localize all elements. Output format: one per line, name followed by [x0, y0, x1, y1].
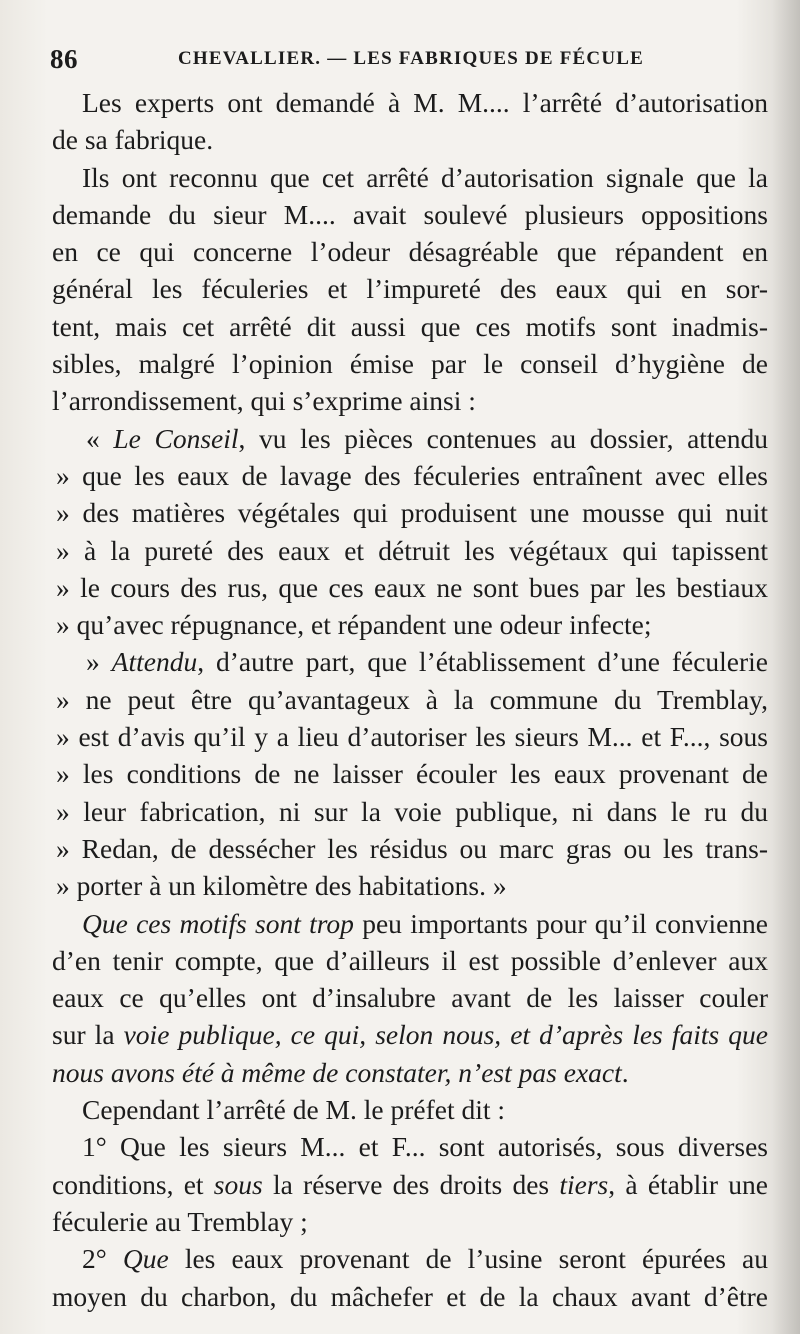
text-line [52, 345, 768, 382]
text-run: 2° [82, 1243, 123, 1275]
text-line [52, 121, 768, 158]
text-line [52, 308, 768, 345]
text-line [52, 457, 768, 494]
text-run: » [86, 646, 112, 678]
text-run: , d’autre part, que l’établissement d’une féculerie [197, 646, 768, 678]
text-run: de sa fabrique. [52, 124, 214, 156]
text-line [52, 1240, 768, 1277]
text-line [52, 1278, 768, 1315]
text-line [52, 420, 768, 457]
italic-run: sous [213, 1168, 263, 1200]
text-line [52, 681, 768, 718]
text-run: » est d’avis qu’il y a lieu d’autoriser les sieurs M... et F..., sous [56, 721, 768, 753]
text-run: » les conditions de ne laisser écouler les eaux provenant de [56, 758, 768, 790]
text-line [52, 569, 768, 606]
text-run: sibles, malgré l’opinion émise par le conseil d’hygiène de [52, 348, 768, 380]
page-number: 86 [50, 44, 78, 74]
text-run: » Redan, de dessécher les résidus ou marc gras ou les trans- [56, 832, 768, 864]
text-run: » porter à un kilomètre des habitations. » [56, 870, 507, 902]
text-line [52, 867, 768, 904]
text-line [52, 1128, 768, 1165]
italic-run: nous avons été à même de constater, n’est pas exact [52, 1056, 622, 1088]
text-run: l’arrondissement, qui s’exprime ainsi : [52, 385, 476, 417]
text-run: sur la [52, 1019, 124, 1051]
text-line [52, 196, 768, 233]
italic-run: Le Conseil [113, 422, 239, 454]
text-line [52, 1166, 768, 1203]
text-run: 1° Que les sieurs M... et F... sont autorisés, sous diverses [82, 1131, 768, 1163]
text-line [52, 1091, 768, 1128]
text-run: les eaux provenant de l’usine seront épurées au [168, 1243, 768, 1275]
text-run: eaux ce qu’elles ont d’insalubre avant de les laisser couler [52, 982, 768, 1014]
text-line [52, 718, 768, 755]
text-run: la réserve des droits des [262, 1168, 560, 1200]
text-run: peu importants pour qu’il convienne [353, 907, 768, 939]
text-run: Cependant l’arrêté de M. le préfet dit : [82, 1094, 506, 1126]
text-run: » le cours des rus, que ces eaux ne sont bues par les bestiaux [56, 571, 768, 603]
text-run: , vu les pièces contenues au dossier, attendu [238, 422, 768, 454]
text-line [52, 905, 768, 942]
text-line [52, 979, 768, 1016]
text-line [52, 793, 768, 830]
text-run: général les féculeries et l’impureté des eaux qui en sor- [52, 273, 768, 305]
text-line [52, 494, 768, 531]
italic-run: Attendu [111, 646, 198, 678]
text-run: , à établir une [608, 1168, 768, 1200]
text-line [52, 606, 768, 643]
text-run: » à la pureté des eaux et détruit les végétaux qui tapissent [56, 534, 768, 566]
text-run: » que les eaux de lavage des féculeries entraînent avec elles [56, 459, 768, 491]
text-line [52, 233, 768, 270]
running-title: CHEVALLIER. — LES FABRIQUES DE FÉCULE [178, 48, 645, 69]
text-run: d’en tenir compte, que d’ailleurs il est possible d’enlever aux [52, 944, 768, 976]
text-line [52, 382, 768, 419]
text-run: » des matières végétales qui produisent une mousse qui nuit [56, 497, 768, 529]
text-run: » ne peut être qu’avantageux à la commune du Tremblay, [56, 683, 768, 715]
text-run: « [86, 422, 114, 454]
text-line [52, 830, 768, 867]
text-run: demande du sieur M.... avait soulevé plusieurs oppositions [52, 198, 768, 230]
italic-run: tiers [559, 1168, 609, 1200]
text-run: » leur fabrication, ni sur la voie publique, ni dans le ru du [56, 795, 768, 827]
text-line [52, 1054, 768, 1091]
text-run: Ils ont reconnu que cet arrêté d’autorisation signale que la [82, 161, 768, 193]
text-run: en ce qui concerne l’odeur désagréable que répandent en [52, 236, 768, 268]
text-line [52, 1016, 768, 1053]
text-run: tent, mais cet arrêté dit aussi que ces motifs sont inadmis- [52, 310, 768, 342]
text-line [52, 755, 768, 792]
body-text [52, 84, 768, 1315]
page-edge-shadow [772, 0, 800, 1334]
text-run: féculerie au Tremblay ; [52, 1205, 308, 1237]
text-run: moyen du charbon, du mâchefer et de la chaux avant d’être [52, 1280, 768, 1312]
text-run: conditions, et [52, 1168, 214, 1200]
italic-run: voie publique, ce qui, selon nous, et d’après les faits que [123, 1019, 768, 1051]
text-line [52, 1203, 768, 1240]
page-header [50, 38, 770, 78]
text-line [52, 84, 768, 121]
text-line [52, 159, 768, 196]
italic-run: Que [122, 1243, 169, 1275]
text-run: » qu’avec répugnance, et répandent une odeur infecte; [56, 609, 652, 641]
text-line [52, 942, 768, 979]
text-line [52, 270, 768, 307]
text-line [52, 532, 768, 569]
italic-run: Que ces motifs sont trop [82, 907, 354, 939]
text-line [52, 643, 768, 680]
text-run: Les experts ont demandé à M. M.... l’arrêté d’autorisation [82, 87, 768, 118]
text-run: . [621, 1056, 629, 1088]
